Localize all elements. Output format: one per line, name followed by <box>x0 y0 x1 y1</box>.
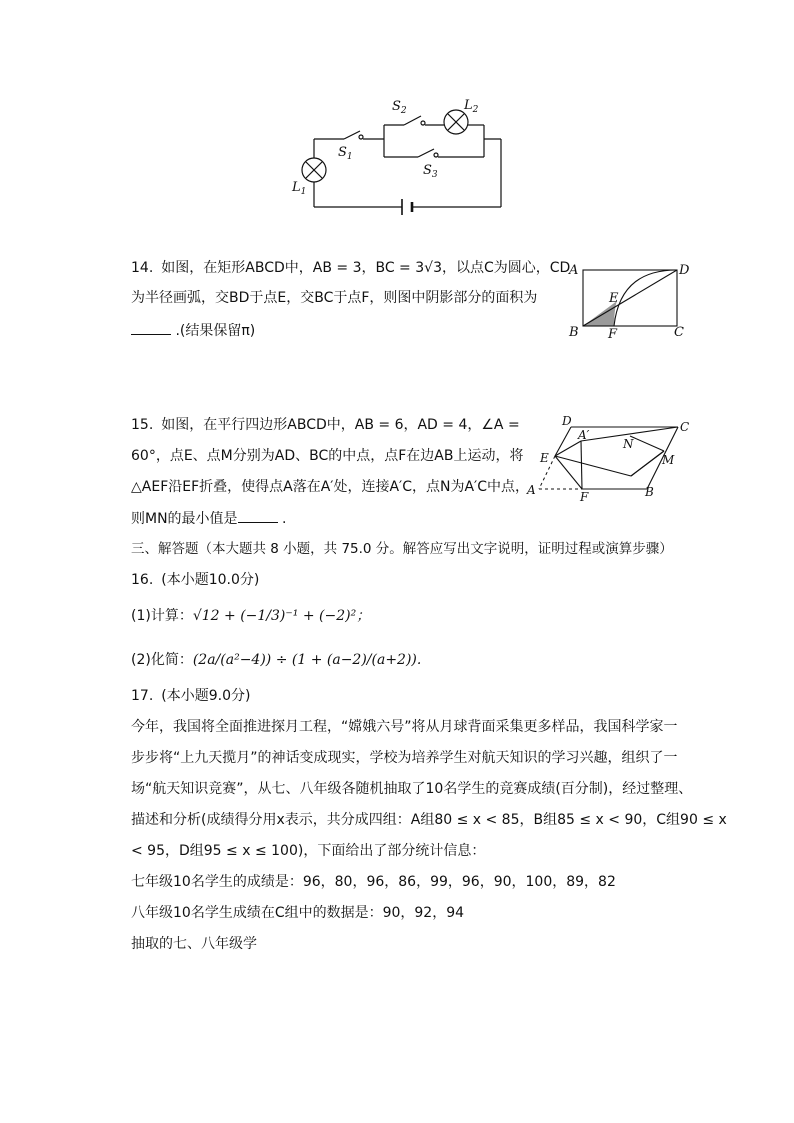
q16-header <box>131 570 259 590</box>
q14-label-d: D <box>679 263 690 278</box>
q16-score: (本小题10.0分) <box>161 572 260 588</box>
q17-para-line3: 场“航天知识竞赛”，从七、八年级各随机抽取了10名学生的竞赛成绩(百分制)，经过整理、 <box>131 781 693 797</box>
q17-grade7-scores: 七年级10名学生的成绩是：96，80，96，86，99，96，90，100，89，82 <box>131 874 616 890</box>
s1-label: $S_1$ <box>338 145 353 162</box>
q15-answer-blank[interactable] <box>238 508 278 523</box>
q14-answer-blank[interactable] <box>131 320 171 335</box>
q14-label-a: A <box>569 263 579 278</box>
q16-part1-prefix: (1)计算： <box>131 608 193 624</box>
q17-score: (本小题9.0分) <box>161 688 251 704</box>
q16-part2-prefix: (2)化简： <box>131 652 193 668</box>
q15-label-e: E <box>540 451 549 465</box>
q15-label-f: F <box>580 490 589 502</box>
q15-line2: 60°，点E、点M分别为AD、BC的中点，点F在边AB上运动，将 <box>131 448 524 464</box>
q14-label-c: C <box>674 325 684 340</box>
q14-text-3: .(结果保留π) <box>171 323 256 339</box>
s2-label: $S_2$ <box>392 99 407 116</box>
q14-label-e: E <box>609 291 619 306</box>
q15-label-a-prime: A′ <box>578 428 590 442</box>
q15-line3: △AEF沿EF折叠，使得点A落在A′处，连接A′C，点N为A′C中点， <box>131 479 530 495</box>
q14-label-f: F <box>608 327 618 342</box>
q15-label-d: D <box>562 414 572 428</box>
q15-label-n: N <box>623 437 634 451</box>
q16-part1 <box>131 606 370 626</box>
q15-label-b: B <box>645 485 654 499</box>
q15-label-c: C <box>680 420 690 434</box>
circuit-diagram <box>280 95 520 220</box>
q17-grade8-c-group: 八年级10名学生成绩在C组中的数据是：90，92，94 <box>131 905 465 921</box>
section3-heading: 三、解答题（本大题共 8 小题，共 75.0 分。解答应写出文字说明，证明过程或演算步骤） <box>131 541 673 557</box>
q15-number: 15. <box>131 417 154 433</box>
q15-figure <box>524 414 696 502</box>
q17-tail: 抽取的七、八年级学 <box>131 936 257 952</box>
q15-line4 <box>131 508 286 529</box>
q15-text-4: 则MN的最小值是 <box>131 511 238 527</box>
q17-para-line4: 描述和分析(成绩得分用x表示，共分成四组：A组80 ≤ x < 85，B组85 ≤ x < 90，C组90 ≤ x <box>131 812 727 828</box>
q17-para-line2: 步步将“上九天揽月”的神话变成现实，学校为培养学生对航天知识的学习兴趣，组织了一 <box>131 750 678 766</box>
q16-part2-expr: (2a/(a²−4)) ÷ (1 + (a−2)/(a+2)). <box>192 652 422 668</box>
q17-number: 17. <box>131 688 154 704</box>
q17-para-line1: 今年，我国将全面推进探月工程，“嫦娥六号”将从月球背面采集更多样品，我国科学家一 <box>131 719 678 735</box>
q16-part1-expr: √12 + (−1/3)⁻¹ + (−2)²； <box>192 608 371 624</box>
l1-label: $L_1$ <box>292 180 307 197</box>
q14-figure <box>566 258 698 342</box>
q14-line2: 为半径画弧，交BD于点E，交BC于点F，则图中阴影部分的面积为 <box>131 290 538 306</box>
q17-header <box>131 686 250 706</box>
q15-label-a: A <box>527 483 536 497</box>
q14-text-1: 如图，在矩形ABCD中，AB = 3，BC = 3√3，以点C为圆心，CD <box>161 260 571 276</box>
q17-para-line5: < 95，D组95 ≤ x ≤ 100)，下面给出了部分统计信息： <box>131 843 486 859</box>
q16-part2 <box>131 650 421 670</box>
q14-line3 <box>131 320 255 341</box>
q15-text-1: 如图，在平行四边形ABCD中，AB = 6，AD = 4，∠A = <box>161 417 520 433</box>
q14-number: 14. <box>131 260 154 276</box>
q15-label-m: M <box>662 453 675 467</box>
l2-label: $L_2$ <box>464 98 479 115</box>
q14-label-b: B <box>569 325 579 340</box>
q16-number: 16. <box>131 572 154 588</box>
q15-text-4b: . <box>277 511 287 527</box>
q14-line1 <box>131 258 570 278</box>
q15-line1 <box>131 415 520 435</box>
s3-label: $S_3$ <box>423 163 438 180</box>
